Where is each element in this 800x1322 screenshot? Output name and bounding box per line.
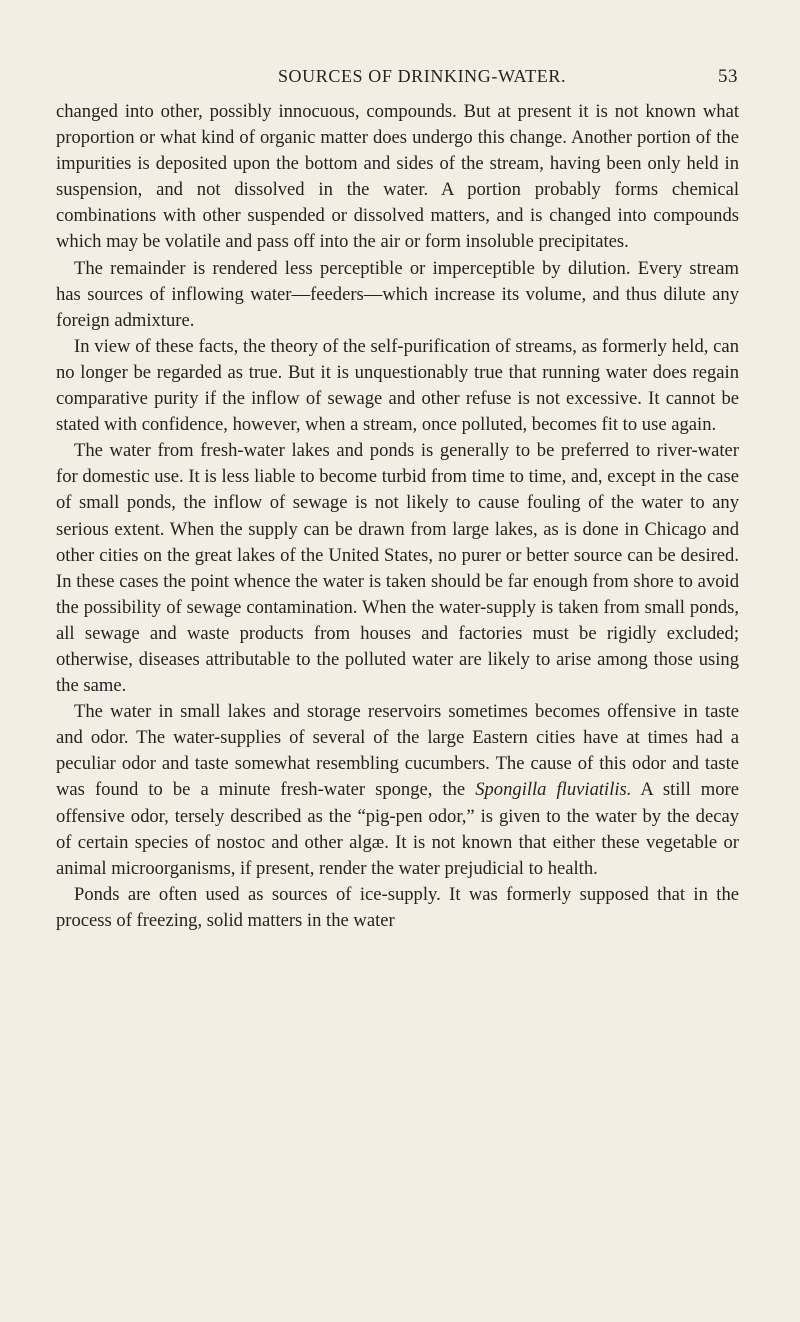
page-header bbox=[56, 66, 738, 96]
page-number: 53 bbox=[718, 66, 738, 87]
paragraph-continued: changed into other, possibly innocuous, compounds. But at present it is not known what proportion or what kind of organic matter does undergo this change. Another portion of the impurities is deposited upon the bottom and sides of the stream, having been only held in suspension, and not dissolved in the water. A portion probably forms chemical combinations with other suspended or dissolved matters, and is changed into compounds which may be volatile and pass off into the air or form insoluble precipitates. bbox=[56, 101, 739, 253]
odor-text-before: The water in small lakes and storage reservoirs sometimes becomes offensive in taste and odor. The water-supplies of several of the large Eastern cities have at times had a peculiar odor and taste somewhat resembling cucumbers. The cause of this odor and taste was found to be a minute fresh-water sponge, the bbox=[56, 701, 739, 801]
odor-text-after: A still more offensive odor, tersely described as the “pig-pen odor,” is given to the water by the decay of certain species of nostoc and other algæ. It is not known that either these vegetable or animal microorganisms, if present, render the water prejudicial to health. bbox=[56, 779, 740, 879]
paragraph-ice-supply: Ponds are often used as sources of ice-supply. It was formerly supposed that in the process of freezing, solid matters in the water bbox=[56, 883, 739, 931]
paragraph-self-purification: In view of these facts, the theory of the self-purification of streams, as formerly held, can no longer be regarded as true. But it is unquestionably true that running water does regain comparative purity if the inflow of sewage and other refuse is not excessive. It cannot be stated with confidence, however, when a stream, once polluted, becomes fit to use again. bbox=[56, 335, 739, 436]
paragraph-lakes-and-ponds: The water from fresh-water lakes and ponds is generally to be preferred to river-water for domestic use. It is less liable to become turbid from time to time, and, except in the case of small ponds, the inflow of sewage is not likely to cause fouling of the water to any serious extent. When the supply can be drawn from large lakes, as is done in Chicago and other cities on the great lakes of the United States, no purer or better source can be desired. In these cases the point whence the water is taken should be far enough from shore to avoid the possibility of sewage contamination. When the water-supply is taken from small ponds, all sewage and waste products from houses and factories must be rigidly excluded; otherwise, diseases attributable to the polluted water are likely to arise among those using the same. bbox=[56, 440, 739, 697]
paragraph-offensive-odor bbox=[56, 699, 739, 882]
species-name: Spongilla fluviatilis. bbox=[475, 779, 632, 801]
body-text bbox=[56, 99, 739, 934]
paragraph-dilution: The remainder is rendered less perceptible or imperceptible by dilution. Every stream has sources of inflowing water—feeders—which increase its volume, and thus dilute any foreign admixture. bbox=[56, 257, 739, 331]
running-title: SOURCES OF DRINKING-WATER. bbox=[277, 66, 567, 86]
